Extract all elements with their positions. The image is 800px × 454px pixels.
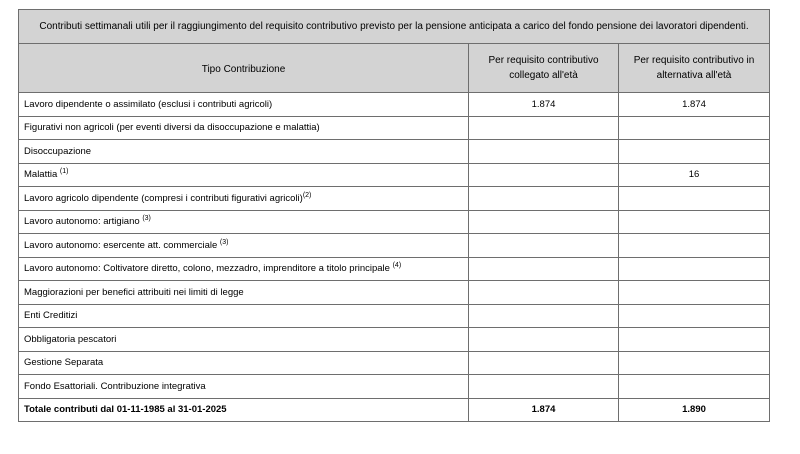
row-label: Enti Creditizi — [24, 310, 78, 322]
row-value-age — [469, 163, 619, 187]
row-value-age — [469, 351, 619, 375]
table-body — [19, 93, 770, 399]
total-value-age: 1.874 — [469, 398, 619, 421]
row-label: Maggiorazioni per benefici attribuiti nei limiti di legge — [24, 286, 244, 298]
table-row — [19, 257, 770, 281]
row-label-cell — [19, 140, 469, 164]
footnote-ref: (3) — [142, 215, 151, 223]
table-title: Contributi settimanali utili per il raggiungimento del requisito contributivo previsto per la pensione anticipata a carico del fondo pensione dei lavoratori dipendenti. — [19, 10, 770, 44]
row-value-age — [469, 257, 619, 281]
row-label: Obbligatoria pescatori — [24, 333, 117, 345]
row-label-cell — [19, 375, 469, 399]
table-row — [19, 116, 770, 140]
table-row — [19, 163, 770, 187]
row-value-alt — [619, 375, 770, 399]
row-value-alt — [619, 328, 770, 352]
row-label-cell — [19, 234, 469, 258]
row-value-age — [469, 304, 619, 328]
footnote-ref: (1) — [59, 168, 69, 176]
row-value-alt: 1.874 — [619, 93, 770, 117]
row-value-age — [469, 116, 619, 140]
row-label-cell — [19, 257, 469, 281]
row-label-cell — [19, 281, 469, 305]
header-tipo-contribuzione: Tipo Contribuzione — [19, 44, 469, 93]
row-value-age — [469, 281, 619, 305]
row-value-alt — [619, 257, 770, 281]
table-row — [19, 93, 770, 117]
row-label: Fondo Esattoriali. Contribuzione integrativa — [24, 380, 206, 392]
table-row — [19, 140, 770, 164]
row-value-alt — [619, 140, 770, 164]
row-value-alt — [619, 187, 770, 211]
row-value-alt — [619, 234, 770, 258]
row-value-age — [469, 328, 619, 352]
footnote-ref: (3) — [219, 238, 229, 246]
row-label: Malattia — [24, 169, 60, 181]
contributions-table — [18, 9, 770, 422]
total-row — [19, 398, 770, 421]
row-label: Figurativi non agricoli (per eventi diversi da disoccupazione e malattia) — [24, 122, 320, 134]
row-value-age — [469, 375, 619, 399]
table-row — [19, 304, 770, 328]
row-value-age — [469, 234, 619, 258]
footnote-ref: (2) — [302, 191, 312, 199]
total-label: Totale contributi dal 01-11-1985 al 31-01-2025 — [19, 398, 469, 421]
row-value-alt — [619, 351, 770, 375]
row-label: Disoccupazione — [24, 145, 92, 157]
row-value-alt — [619, 210, 770, 234]
row-label: Lavoro agricolo dipendente (compresi i contributi figurativi agricoli) — [24, 192, 303, 204]
row-value-alt — [619, 116, 770, 140]
table-row — [19, 210, 770, 234]
row-value-alt — [619, 281, 770, 305]
row-label-cell — [19, 187, 469, 211]
table-row — [19, 351, 770, 375]
row-label: Lavoro autonomo: esercente att. commerciale — [24, 239, 220, 251]
header-requisito-eta: Per requisito contributivo collegato all'età — [469, 44, 619, 93]
table-header-row — [19, 44, 770, 93]
header-requisito-alternativa: Per requisito contributivo in alternativa all'età — [619, 44, 770, 93]
total-value-alt: 1.890 — [619, 398, 770, 421]
row-value-alt — [619, 304, 770, 328]
row-value-age — [469, 187, 619, 211]
row-label-cell — [19, 210, 469, 234]
table-title-row — [19, 10, 770, 44]
row-label-cell — [19, 351, 469, 375]
row-label: Lavoro autonomo: Coltivatore diretto, colono, mezzadro, imprenditore a titolo principale — [24, 263, 393, 275]
row-label: Gestione Separata — [24, 357, 104, 369]
table-row — [19, 234, 770, 258]
row-label-cell — [19, 304, 469, 328]
row-label: Lavoro autonomo: artigiano — [24, 216, 143, 228]
table-row — [19, 328, 770, 352]
row-value-age — [469, 140, 619, 164]
table-row — [19, 187, 770, 211]
row-value-age — [469, 210, 619, 234]
footnote-ref: (4) — [392, 262, 402, 270]
row-label: Lavoro dipendente o assimilato (esclusi i contributi agricoli) — [24, 98, 273, 110]
row-label-cell — [19, 116, 469, 140]
table-row — [19, 375, 770, 399]
row-label-cell — [19, 93, 469, 117]
row-label-cell — [19, 328, 469, 352]
row-value-age: 1.874 — [469, 93, 619, 117]
row-value-alt: 16 — [619, 163, 770, 187]
row-label-cell — [19, 163, 469, 187]
table-row — [19, 281, 770, 305]
